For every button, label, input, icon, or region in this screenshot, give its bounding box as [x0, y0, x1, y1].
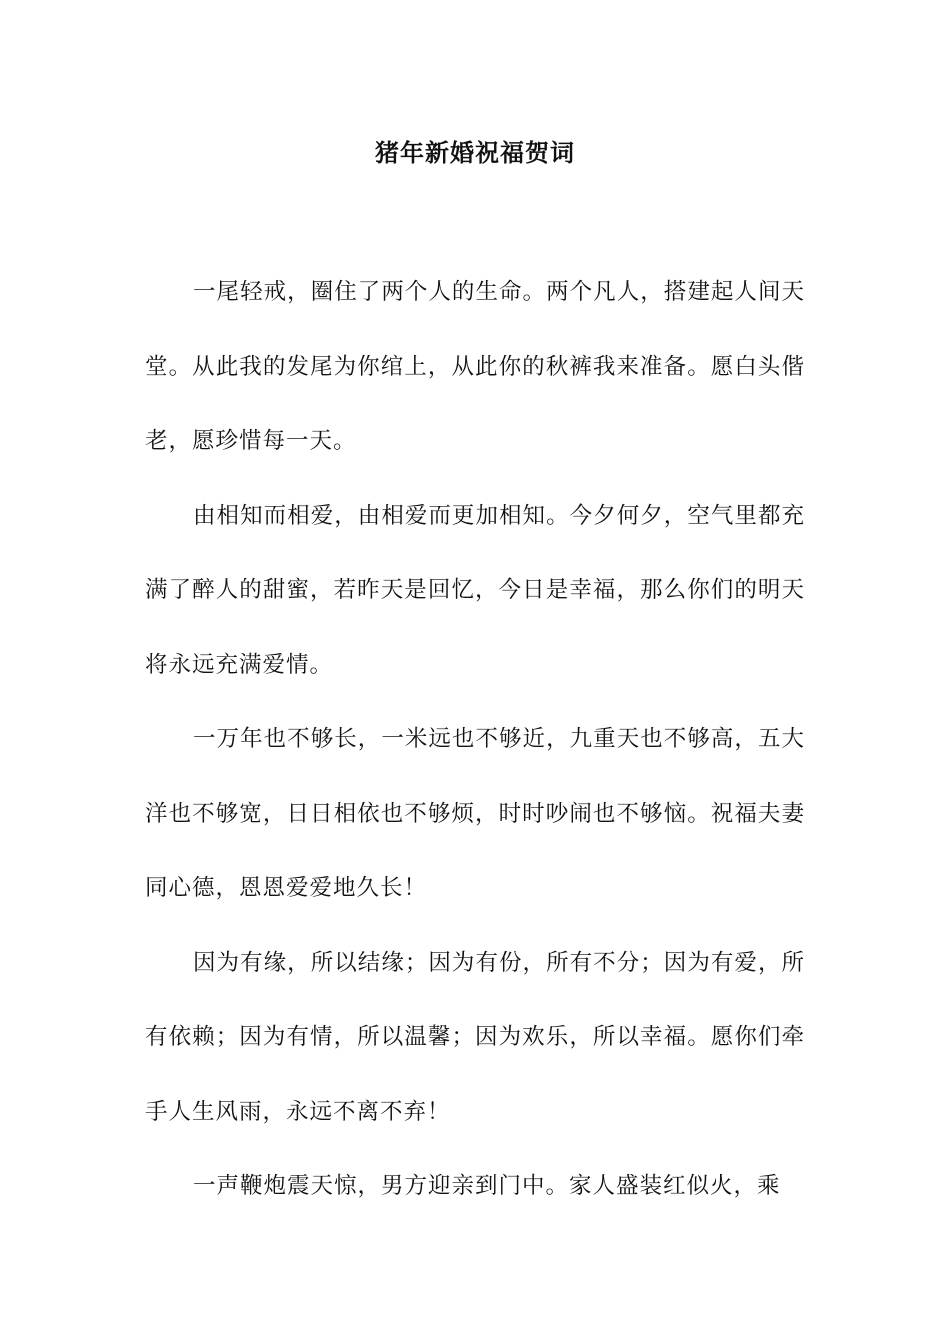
paragraph: 由相知而相爱，由相爱而更加相知。今夕何夕，空气里都充满了醉人的甜蜜，若昨天是回忆，今日是幸福，那么你们的明天将永远充满爱情。: [145, 502, 805, 678]
paragraph: 一万年也不够长，一米远也不够近，九重天也不够高，五大洋也不够宽，日日相依也不够烦，时时吵闹也不够恼。祝福夫妻同心德，恩恩爱爱地久长！: [145, 726, 805, 901]
document-body: [145, 255, 805, 1224]
paragraph: 一尾轻戒，圈住了两个人的生命。两个凡人，搭建起人间天堂。从此我的发尾为你绾上，从此你的秋裤我来准备。愿白头偕老，愿珍惜每一天。: [145, 279, 805, 454]
paragraph: 一声鞭炮震天惊，男方迎亲到门中。家人盛装红似火，乘: [193, 1173, 781, 1199]
document-title: 猪年新婚祝福贺词: [375, 138, 575, 167]
paragraph: 因为有缘，所以结缘；因为有份，所有不分；因为有爱，所有依赖；因为有情，所以温馨；因为欢乐，所以幸福。愿你们牵手人生风雨，永远不离不弃！: [145, 949, 805, 1125]
